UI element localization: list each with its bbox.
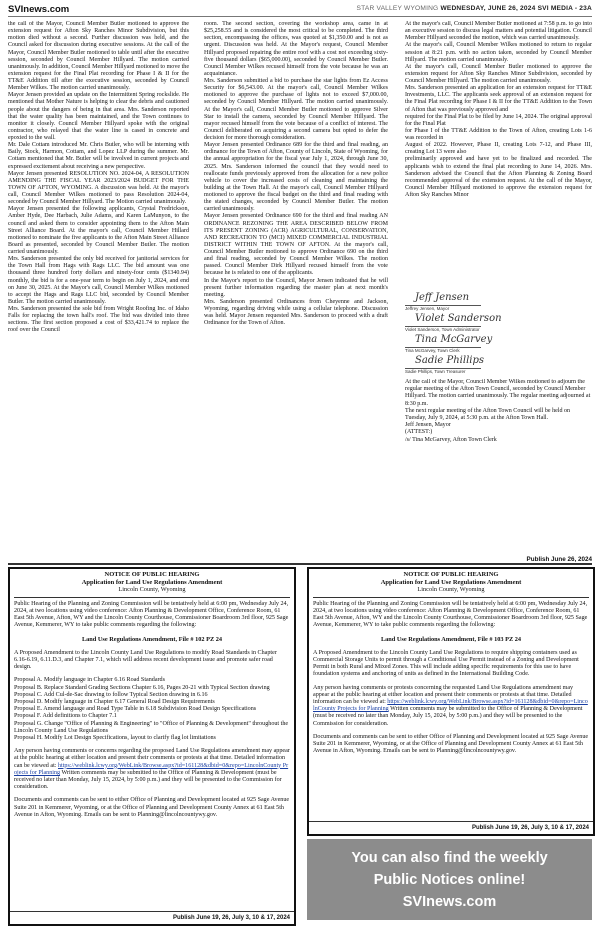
clerk-line: /s/ Tina McGarvey, Afton Town Clerk bbox=[405, 436, 497, 443]
list-item: Proposal G. Change "Office of Planning & Engineering" to "Office of Planning & Development" throughout the Lincoln County Land Use Regulations bbox=[14, 720, 289, 734]
notice-publish-line: Publish June 19, 26, July 3, 10 & 17, 2024 bbox=[471, 824, 589, 831]
list-item: Proposal B. Replace Standard Grading Sections Chapter 6.16, Pages 20-21 with Typical Section drawing bbox=[14, 684, 270, 691]
notice-paragraph: Public Hearing of the Planning and Zoning Commission will be tentatively held at 6:00 pm, Wednesday July 24, 2024, at two locations using video conference: Afton Planning & Development Office, Conference Room, 61 East 5th Avenue, Afton, WY and the Lincoln County Courthouse, Commissioner Boardroom 3rd floor, 925 Sage Avenue, Kemmerer, WY to take public comments regarding the following: bbox=[313, 600, 588, 629]
paragraph: for Phase I of the TT&E Addition to the Town of Afton, creating Lots 1-6 was recorded in bbox=[405, 127, 592, 141]
paragraph: August of 2022. However, Phase II, creating Lots 7-12, and Phase III, creating Lot 13 were also bbox=[405, 142, 592, 156]
publish-line: Publish June 26, 2024 bbox=[526, 556, 592, 563]
paragraph: Mr. Dale Cottam introduced Mr. Chris Butler, who will be interning with Baily, Stock, Harmon, Cottam, and Lopez LLP during the summer. Mr. Cottam mentioned that Mr. Butler will be involved in current projects and expressed excitement about receiving a new perspective. bbox=[8, 142, 189, 170]
notice-title: NOTICE OF PUBLIC HEARING bbox=[403, 571, 499, 578]
amendment-title: Land Use Regulations Amendment, File # 103 PZ 24 bbox=[380, 635, 522, 643]
site-name[interactable]: SVInews.com bbox=[8, 4, 70, 15]
signature-caption: Tina McGarvey, Town Clerk bbox=[405, 348, 460, 353]
signature-block bbox=[405, 292, 592, 376]
online-notices-promo[interactable] bbox=[307, 839, 592, 920]
signer-line: Jeff Jensen, Mayor bbox=[405, 422, 451, 429]
weblink[interactable]: https://weblink.lcwy.org/WebLink/Browse.aspx?id=161128&dbid=0&repo=LincolnCounty Projects for Planning bbox=[313, 699, 588, 713]
paragraph: Mrs. Sanderson submitted a bid to purchase the star lights from Ez Access Security for $6,543.00. At the mayor's call, Council Member Wilkes motioned to approve the purchase of lights not to exceed $7,000.00, seconded by Council Member Hillyard. The motion carried unanimously. At the Mayor's call, Council Member Butler motioned to approve Silver Star to install the camera, seconded by Council Member Hillyard. The mayor recused himself from the vote because of a conflict of interest. The Council deliberated on acquiring a second camera but opted to defer the decision for more thorough consideration. bbox=[204, 78, 388, 141]
notice-paragraph: Any person having comments or protests concerning the requested Land Use Regulations amendment may appear at the public hearing at either location and present their comments or protests at that time. Detailed information can be viewed at: https://weblink.lcwy.org/WebLink/Browse.aspx?id=161128&dbid=0&repo=LincolnCounty Projects for Planning Written comments may be submitted to the Office of Planning & Development (must be received no later than Monday, July 15, 2024, by 5:00 p.m.) and they will be presented to the Commission for consideration. bbox=[313, 684, 588, 727]
paragraph: the call of the Mayor, Council Member Butler motioned to approve the extension request for Afton Sky Ranches Minor Subdivision, but this motion died without a second. Further discussion was held, and the Council asked for discussion during executive sessions. At the call of the Mayor, Council Member Butler motioned to table until after the executive session, seconded by Council Member Hillyard. The motion carried unanimously. In addition, Council Member Hillyard motioned to move the extension request for the Final Plat recording for Phase I & II for the TT&E Addition till after the executive session, seconded by Council Member Wilkes. The motion carried unanimously. bbox=[8, 21, 189, 92]
promo-site-link[interactable]: SVInews.com bbox=[402, 894, 497, 910]
paragraph: At the mayor's call, Council Member Butler motioned to approve the extension request for Afton Sky Ranches Minor Subdivision, seconded by Council Member Hillyard. The motion carried unanimously. bbox=[405, 63, 592, 84]
notice-publish-line: Publish June 19, 26, July 3, 10 & 17, 2024 bbox=[172, 914, 290, 921]
signature bbox=[405, 355, 592, 376]
signature bbox=[405, 334, 592, 355]
signature-script: Tina McGarvey bbox=[415, 334, 493, 345]
promo-line: Public Notices online! bbox=[373, 872, 526, 888]
paragraph: At the mayor's call, Council Member Butler motioned at 7:58 p.m. to go into an executive session to discuss legal matters and potential litigation. Council Member Hillyard seconded the motion, which was carried unanimously. bbox=[405, 21, 592, 42]
paper-name: STAR VALLEY WYOMING bbox=[356, 5, 439, 12]
paragraph: Mayor Jensen provided an update on the Intermittent Spring rockslide. He mentioned that Mother Nature is helping to clear the debris and cautioned people about the dangers of being in that area. Mrs. Sanderson reported that the water quality has been maintained, and the Town continues to monitor it closely. Council Member Hillyard spoke with the original contractor, who relayed that the water line is cased in concrete and epoxied to the wall. bbox=[8, 92, 189, 141]
paragraph: Mrs. Sanderson presented Ordinances from Cheyenne and Jackson, Wyoming, regarding driving while using a cellular telephone. Discussion was held. Mayor Jensen requested Mrs. Sanderson to proceed with a draft Ordinance for the Town of Afton. bbox=[204, 298, 388, 327]
paragraph: room. The second section, covering the workshop area, came in at $25,258.55 and is considered the most critical to be completed. The third section, encompassing the offices, was quoted at $1,350.00 and is not as urgent. Discussion was held. At the Mayor's request, Council Member Hillyard proposed repairing the entire roof with a cost not exceeding sixty-five thousand dollars ($65,000.00), seconded by Council Member Butler. Council Member Wilkes recused himself from the vote because he was an acquaintance. bbox=[204, 21, 388, 77]
notice-paragraph: A Proposed Amendment to the Lincoln County Land Use Regulations to require shipping containers used as Commercial Storage Units to permit through a Conditional Use Permit instead of a Zoning and Development Permit in both Rural and Mixed Zones. This will include adding specific requirements for this use to have foundation systems and anchoring of units as defined in the International Building Code. bbox=[313, 649, 579, 678]
proposal-list bbox=[14, 677, 290, 742]
attest-line: (ATTEST:) bbox=[405, 429, 433, 436]
paragraph: preliminarily approved and have yet to be finalized and recorded. The applicants wish to extend the final plat recording to June 14, 2026. Mrs. Sanderson advised the Council that the Afton Planning & Zoning Board recommended approval of the extension request. At the call of the Mayor, Council Member Hillyard motioned to approve the extension request for Afton Sky Ranches Minor bbox=[405, 156, 592, 198]
notice-location: Lincoln County, Wyoming bbox=[118, 586, 186, 594]
issue-date: WEDNESDAY, JUNE 26, 2024 bbox=[440, 5, 536, 12]
signature-caption: Jeffrey Jensen, Mayor bbox=[405, 306, 450, 311]
article-column-1 bbox=[8, 21, 189, 553]
article-column-2 bbox=[204, 21, 388, 553]
paragraph: Mayor Jensen presented the following applicants, Crystal Fredrickson, Amber Hyde, Dee Harbach, Julie Adams, and Karen LaMunyon, to the council and asked them to consider appointing them to the Afton Main Street Alliance Board. At the mayor's call, Council Member Hillard motioned to nominate the five applicants to the Afton Main Street Alliance Board as presented, seconded by Council Member Butler. The motion carried unanimously. bbox=[8, 206, 189, 255]
page-number: 23A bbox=[579, 5, 592, 12]
paragraph: required for the Final Plat to be filed by June 14, 2024. The original approval for the Final Plat bbox=[405, 113, 592, 127]
article-column-3-end bbox=[405, 379, 592, 569]
header-rule bbox=[8, 16, 592, 17]
article-column-3 bbox=[405, 21, 592, 291]
paragraph: At the call of the Mayor, Council Member Wilkes motioned to adjourn the regular meeting of the Afton Town Council, seconded by Council Member Hillyard. The motion carried unanimously. The regular meeting adjourned at 8:30 p.m. bbox=[405, 379, 591, 407]
signature bbox=[405, 313, 592, 334]
amendment-title: Land Use Regulations Amendment, File # 102 PZ 24 bbox=[81, 635, 223, 643]
list-item: Proposal E. Amend language and Road Type Table in 6.18 Subdivision Road Design Specifications bbox=[14, 706, 257, 713]
section-name: SVI MEDIA bbox=[537, 5, 573, 12]
paragraph: Mrs. Sanderson presented the sole bid from Wright Roofing Inc. of Idaho Falls for replacing the town hall's roof. The bid was divided into three sections. The first section proposed a cost of $33,421.74 to replace the roof over the Council bbox=[8, 306, 189, 334]
header-dateline: STAR VALLEY WYOMING WEDNESDAY, JUNE 26, 2024 SVI MEDIA - 23A bbox=[356, 5, 592, 12]
signature-script: Jeff Jensen bbox=[415, 292, 470, 303]
signature-script: Violet Sanderson bbox=[415, 313, 502, 324]
signature bbox=[405, 292, 592, 313]
notice-subtitle: Application for Land Use Regulations Amendment bbox=[380, 578, 522, 586]
paragraph: In the Mayor's report to the Council, Mayor Jensen indicated that he will present further information regarding the master plan at next month's meeting. bbox=[204, 277, 388, 298]
list-item: Proposal D. Modify language in Chapter 6.17 General Road Design Requirements bbox=[14, 699, 215, 706]
paragraph: Mayor Jensen presented RESOLUTION NO. 2024-04, A RESOLUTION AMENDING THE FISCAL YEAR 2023/2024 BUDGET FOR THE TOWN OF AFTON, WYOMING. A discussion was held. At the mayor's call, Council Member Wilkes motioned to pass Resolution 2024-04, seconded by Council Member Hillyard. The Motion carried unanimously. bbox=[8, 170, 189, 206]
list-item: Proposal C. Add Cul-de-Sac drawing to follow Typical Section drawing in 6.16 bbox=[14, 691, 208, 698]
notice-paragraph: Any person having comments or concerns regarding the proposed Land Use Regulations amendment may appear at the public hearing at either location and present their comments or protests at that time. Detailed information can be viewed at: https://weblink.lcwy.org/WebLink/Browse.aspx?id=161128&dbid=0&repo=LincolnCounty Projects for Planning Written comments may be submitted to the Office of Planning & Development (must be received no later than Monday, July 15, 2024, by 5:00 p.m.) and they will be presented to the Commission for consideration. bbox=[14, 748, 290, 791]
public-notice-103 bbox=[307, 567, 595, 836]
section-divider bbox=[8, 563, 592, 565]
signature-caption: Sadie Phillips, Town Treasurer bbox=[405, 369, 466, 374]
notice-location: Lincoln County, Wyoming bbox=[417, 586, 485, 594]
weblink[interactable]: https://weblink.lcwy.org/WebLink/Browse.aspx?id=161128&dbid=0&repo=LincolnCounty Projects for Planning bbox=[14, 762, 289, 776]
paragraph: At the mayor's call, Council Member Wilkes motioned to return to regular session at 8:21 p.m. with no action taken, seconded by Council Member Hillyard. The motion carried unanimously. bbox=[405, 42, 592, 63]
paragraph: Mayor Jensen presented Ordinance 690 for the third and final reading AN ORDINANCE REZONING THE AREA DESCRIBED BELOW FROM ITS PRESENT ZONING (ACR) AGRICULTURAL, CONSERVATION, AND RECREATION TO (MCI) MIXED COMMERCIAL INDUSTRIAL DISTRICT WITHIN THE TOWN OF AFTON. At the mayor's call, Council Member Butler motioned to approve Ordinance 690 on the third and final reading, seconded by Council Member Wilkes. The motion passed. Council Member Dirk Hillyard recused himself from the vote because he is related to one of the applicants. bbox=[204, 213, 388, 277]
paragraph: Mayor Jensen presented Ordinance 689 for the third and final reading, an ordinance for the Town of Afton, County of Lincoln, State of Wyoming, for the annual appropriation for the fiscal year July 1, 2024, through June 30, 2025. Mrs. Sanderson informed the council that they would need to reallocate funds previously approved from the allocation for a new police vehicle to cover the increased costs of cleaning and maintaining the building at the Town Hall. At the mayor's call, Council Member Hillyard motioned to approve the fiscal budget on the third and final reading with the stated changes, seconded by Council Member Butler. The motion carried unanimously. bbox=[204, 142, 388, 213]
notice-paragraph: Documents and comments can be sent to either Office of Planning and Development located at 925 Sage Avenue Suite 201 in Kemmerer, Wyoming, or at the Office of Planning and Development County Annex at 61 East 5th Avenue in Afton, Wyoming. Emails can be sent to Planning@lincolncountywy.gov. bbox=[313, 733, 589, 755]
notice-paragraph: Documents and comments can be sent to either Office of Planning and Development located at 925 Sage Avenue Suite 201 in Kemmerer, Wyoming, or at the Office of Planning and Development County Annex at 61 East 5th Avenue in Afton, Wyoming. Emails can be sent to Planning@lincolncountywy.gov. bbox=[14, 797, 290, 818]
paragraph: The next regular meeting of the Afton Town Council will be held on Tuesday, July 9, 2024, at 5:30 p.m. at the Afton Town Hall. bbox=[405, 407, 571, 422]
signature-script: Sadie Phillips bbox=[415, 355, 485, 366]
notice-paragraph: Public Hearing of the Planning and Zoning Commission will be tentatively held at 6:00 pm, Wednesday July 24, 2024, at two locations using video conference: Afton Planning & Development Office, Conference Room, 61 East 5th Avenue, Afton, WY and the Lincoln County Courthouse, Commissioner Boardroom 3rd floor, 925 Sage Avenue, Kemmerer, WY to take public comments regarding the following: bbox=[14, 600, 289, 629]
public-notice-102 bbox=[8, 567, 296, 926]
promo-line: You can also find the weekly bbox=[351, 850, 548, 866]
notice-title: NOTICE OF PUBLIC HEARING bbox=[104, 571, 200, 578]
paragraph: Mrs. Sanderson presented the only bid received for janitorial services for the Town Hall from Hags with Rags LLC. The bid amount was one thousand three hundred forty dollars and ninety-four cents ($1340.94) monthly, the bid is for a one-year term to begin on July 1, 2024, and end on June 30, 2025. At the Mayor's call, Council Member Wilkes motioned to accept the Hags and Rags LLC bid, seconded by Council Member Butler. The motion carried unanimously. bbox=[8, 256, 189, 305]
list-item: Proposal H. Modify Lot Design Specifications, layout to clarify flag lot limitations bbox=[14, 735, 216, 742]
notice-paragraph: A Proposed Amendment to the Lincoln County Land Use Regulations to modify Road Standards in Chapter 6.16-6.19, 6.11.D.3, and Chapter 7.1, which will address recent development issue and promote safer road design. bbox=[14, 649, 277, 671]
list-item: Proposal F. Add definitions to Chapter 7.1 bbox=[14, 713, 117, 720]
notice-subtitle: Application for Land Use Regulations Amendment bbox=[81, 578, 223, 586]
paragraph: Mrs. Sanderson presented an application for an extension request for TT&E Investments, LLC. The applicants seek approval of an extension request for the Final Plat recording for Phase I & II for the TT&E Addition to the Town of Afton that was previously approved and bbox=[405, 85, 592, 113]
list-item: Proposal A. Modify language in Chapter 6.16 Road Standards bbox=[14, 677, 165, 684]
signature-caption: Violet Sanderson, Town Administrator bbox=[405, 327, 480, 332]
